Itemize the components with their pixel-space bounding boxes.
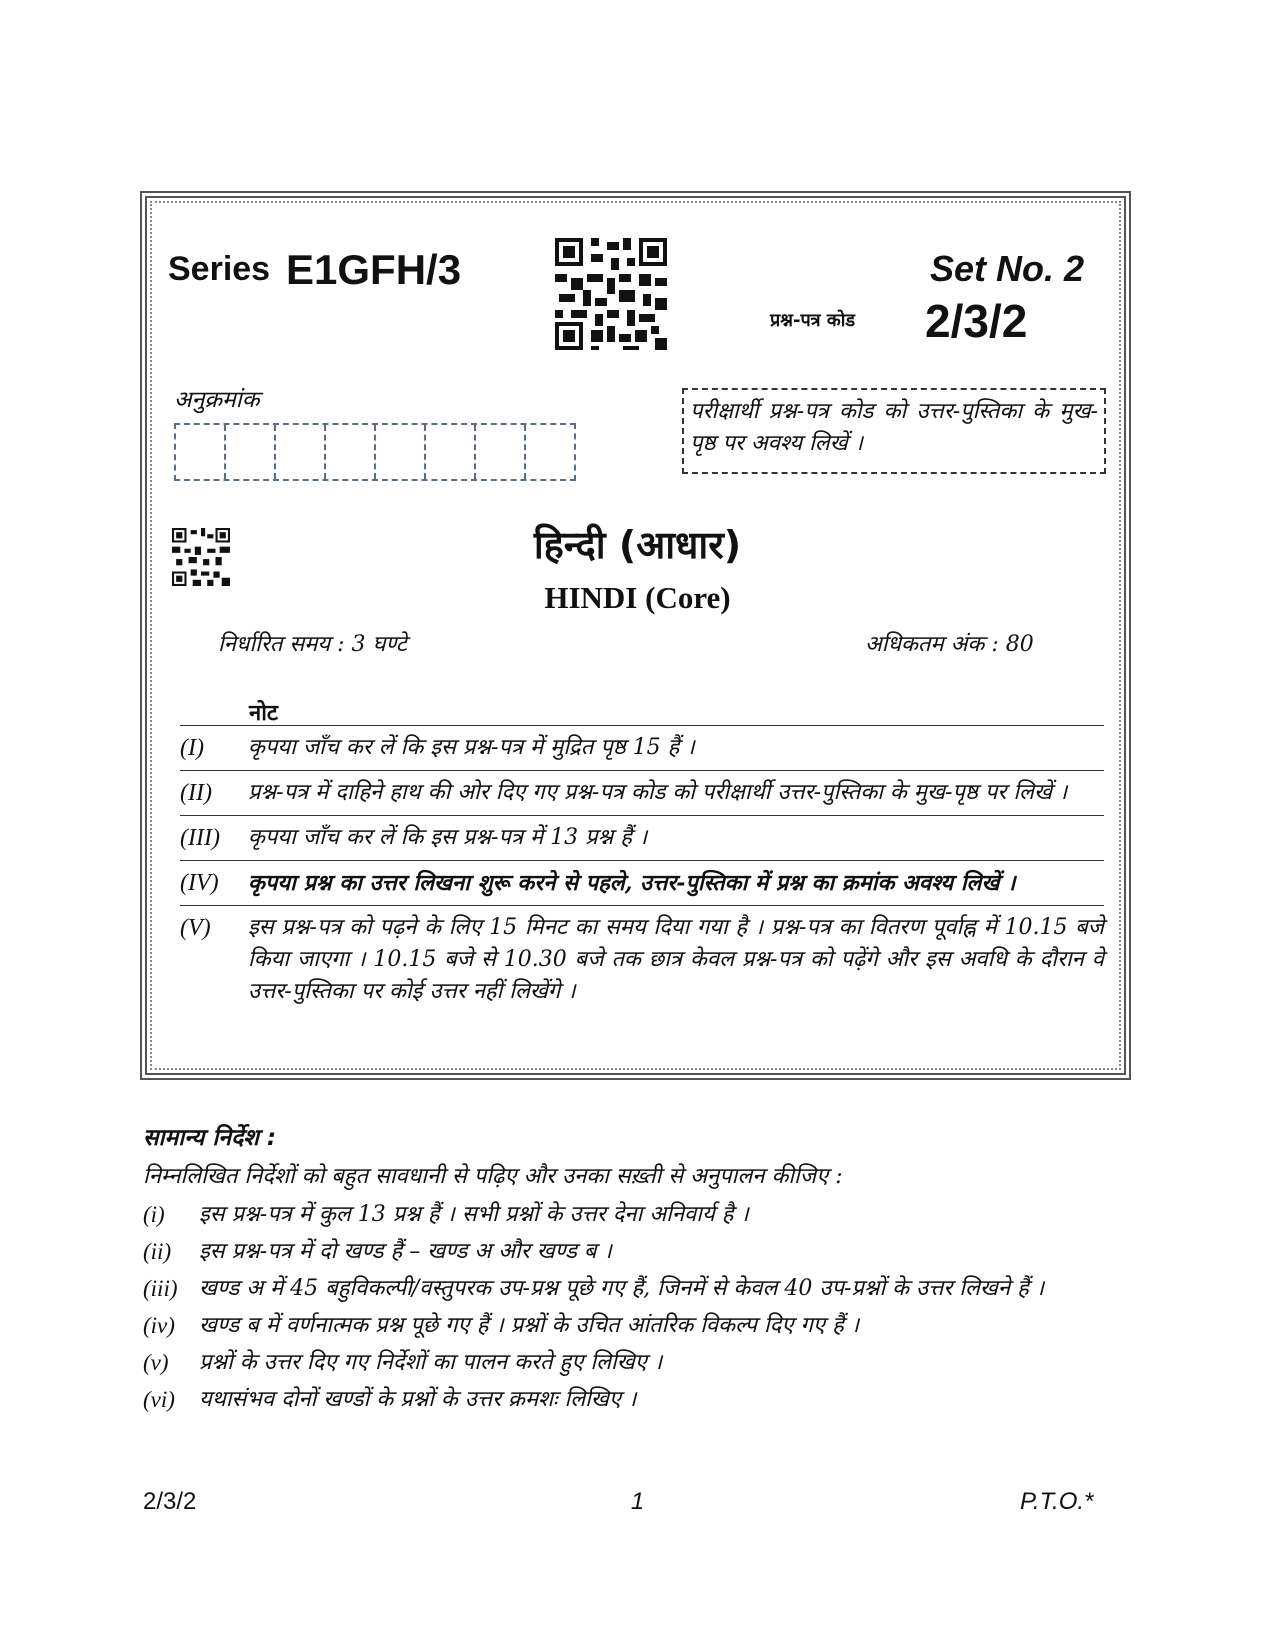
note-item — [180, 770, 1104, 815]
instruction-number: (iii) — [143, 1276, 178, 1301]
subject-title-english: HINDI (Core) — [544, 580, 731, 615]
roll-box[interactable] — [176, 425, 226, 479]
instruction-text: खण्ड ब में वर्णनात्मक प्रश्न पूछे गए हैं । प्रश्नों के उचित आंतरिक विकल्प दिए गए हैं । — [199, 1313, 860, 1338]
maximum-marks: अधिकतम अंक : 80 — [865, 632, 1034, 657]
subject-title-hindi: हिन्दी (आधार) — [533, 523, 742, 567]
note-number: (II) — [180, 780, 212, 806]
roll-box[interactable] — [476, 425, 526, 479]
note-number: (I) — [180, 735, 204, 761]
note-number: (IV) — [180, 870, 219, 896]
instruction-number: (vi) — [143, 1387, 175, 1412]
instruction-item — [143, 1198, 1123, 1231]
series-code: E1GFH/3 — [286, 246, 462, 293]
note-number: (V) — [180, 915, 211, 941]
instruction-item — [143, 1272, 1123, 1305]
note-item — [180, 815, 1104, 860]
question-paper-code-label: प्रश्न-पत्र कोड — [770, 310, 855, 331]
general-instructions-heading: सामान्य निर्देश : — [143, 1125, 277, 1151]
note-text: कृपया प्रश्न का उत्तर लिखना शुरू करने से पहले, उत्तर-पुस्तिका में प्रश्न का क्रमांक अवश्य लिखें । — [248, 870, 1016, 896]
note-text: प्रश्न-पत्र में दाहिने हाथ की ओर दिए गए प्रश्न-पत्र कोड को परीक्षार्थी उत्तर-पुस्तिका के मुख-पृष्ठ पर लिखें । — [248, 780, 1068, 805]
roll-box[interactable] — [326, 425, 376, 479]
instruction-text: यथासंभव दोनों खण्डों के प्रश्नों के उत्तर क्रमशः लिखिए । — [199, 1387, 637, 1412]
series-label: Series — [168, 250, 271, 288]
question-paper-code: 2/3/2 — [925, 295, 1028, 347]
general-instructions-list — [143, 1198, 1123, 1420]
notes-list — [180, 725, 1104, 1014]
note-text: इस प्रश्न-पत्र को पढ़ने के लिए 15 मिनट का समय दिया गया है । प्रश्न-पत्र का वितरण पूर्वाह्न में 10.15 बजे किया जाएगा । 10.15 बजे से 10.30 बजे तक छात्र केवल प्रश्न-पत्र को पढ़ेंगे और इस अवधि के दौरान वे उत्तर-पुस्तिका पर कोई उत्तर नहीं लिखेंगे । — [248, 915, 1104, 1004]
roll-box[interactable] — [426, 425, 476, 479]
roll-number-boxes[interactable] — [174, 423, 576, 481]
roll-box[interactable] — [226, 425, 276, 479]
note-item — [180, 725, 1104, 770]
please-turn-over: P.T.O.* — [1020, 1488, 1094, 1515]
instruction-text: इस प्रश्न-पत्र में कुल 13 प्रश्न हैं । सभी प्रश्नों के उत्तर देना अनिवार्य है । — [199, 1202, 749, 1227]
instruction-number: (v) — [143, 1350, 169, 1375]
set-number: Set No. 2 — [930, 248, 1085, 289]
note-heading: नोट — [249, 701, 278, 726]
note-text: कृपया जाँच कर लें कि इस प्रश्न-पत्र में 13 प्रश्न हैं । — [248, 825, 648, 850]
qr-code-icon — [555, 238, 667, 350]
instruction-number: (ii) — [143, 1239, 172, 1264]
instruction-item — [143, 1235, 1123, 1268]
code-instruction-box: परीक्षार्थी प्रश्न-पत्र कोड को उत्तर-पुस्तिका के मुख-पृष्ठ पर अवश्य लिखें । — [682, 388, 1106, 474]
note-number: (III) — [180, 825, 220, 851]
instruction-item — [143, 1383, 1123, 1416]
instruction-text: प्रश्नों के उत्तर दिए गए निर्देशों का पालन करते हुए लिखिए । — [199, 1350, 663, 1375]
roll-box[interactable] — [526, 425, 574, 479]
instruction-text: खण्ड अ में 45 बहुविकल्पी/वस्तुपरक उप-प्रश्न पूछे गए हैं, जिनमें से केवल 40 उप-प्रश्नों के उत्तर लिखने हैं । — [199, 1276, 1045, 1301]
note-item — [180, 860, 1104, 905]
roll-box[interactable] — [276, 425, 326, 479]
instruction-text: इस प्रश्न-पत्र में दो खण्ड हैं – खण्ड अ और खण्ड ब । — [199, 1239, 612, 1264]
page-number: 1 — [630, 1488, 645, 1515]
general-instructions-intro: निम्नलिखित निर्देशों को बहुत सावधानी से पढ़िए और उनका सख़्ती से अनुपालन कीजिए : — [143, 1164, 843, 1189]
roll-box[interactable] — [376, 425, 426, 479]
time-allowed: निर्धारित समय : 3 घण्टे — [218, 632, 407, 657]
instruction-item — [143, 1346, 1123, 1379]
footer-paper-code: 2/3/2 — [143, 1488, 197, 1515]
instruction-number: (iv) — [143, 1313, 175, 1338]
roll-number-label: अनुक्रमांक — [174, 387, 260, 413]
instruction-number: (i) — [143, 1202, 165, 1227]
note-text: कृपया जाँच कर लें कि इस प्रश्न-पत्र में मुद्रित पृष्ठ 15 हैं । — [248, 735, 695, 760]
note-item — [180, 905, 1104, 1014]
instruction-item — [143, 1309, 1123, 1342]
